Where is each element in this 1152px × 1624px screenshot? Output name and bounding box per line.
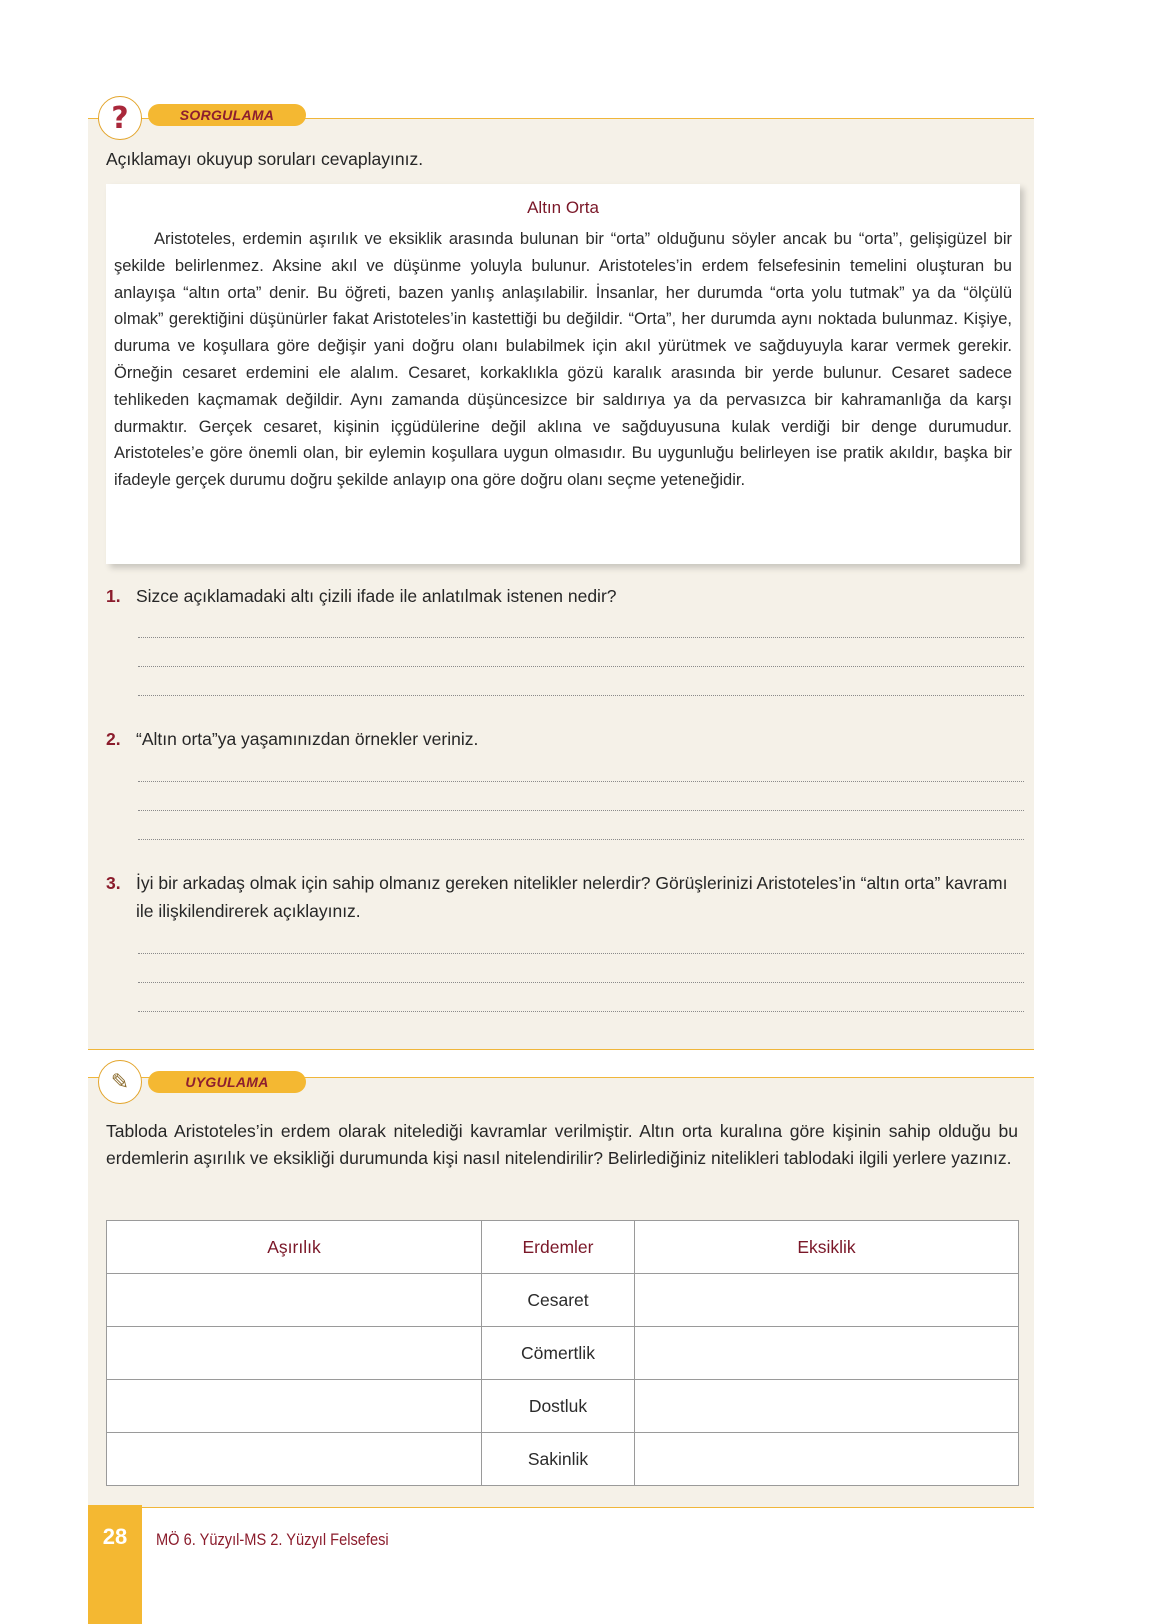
answer-line[interactable]: [138, 1011, 1024, 1012]
reading-title: Altın Orta: [527, 198, 599, 217]
uygulama-label: UYGULAMA: [148, 1071, 306, 1093]
question-text: Sizce açıklamadaki altı çizili ifade ile anlatılmak istenen nedir?: [136, 586, 617, 606]
question-text: İyi bir arkadaş olmak için sahip olmanız gereken nitelikler nelerdir? Görüşlerinizi Aristoteles’in “altın orta” kavramı ile ilişkilendirerek açıklayınız.: [136, 873, 1008, 921]
deficiency-cell[interactable]: [635, 1274, 1019, 1327]
answer-line[interactable]: [138, 637, 1024, 638]
question-text: “Altın orta”ya yaşamınızdan örnekler veriniz.: [136, 729, 479, 749]
footer-title: MÖ 6. Yüzyıl-MS 2. Yüzyıl Felsefesi: [156, 1530, 389, 1549]
answer-line[interactable]: [138, 953, 1024, 954]
deficiency-cell[interactable]: [635, 1433, 1019, 1486]
answer-line[interactable]: [138, 839, 1024, 840]
table-row: [107, 1327, 1019, 1380]
table-row: [107, 1274, 1019, 1327]
reading-box: [106, 184, 1020, 564]
virtue-cell: Cömertlik: [482, 1327, 635, 1380]
question-number: 2.: [106, 729, 121, 749]
excess-cell[interactable]: [107, 1380, 482, 1433]
notepad-pencil-icon: ✎: [98, 1060, 142, 1104]
virtue-cell: Dostluk: [482, 1380, 635, 1433]
excess-cell[interactable]: [107, 1274, 482, 1327]
sorgulama-label: SORGULAMA: [148, 104, 306, 126]
column-header-virtues: Erdemler: [482, 1221, 635, 1274]
answer-line[interactable]: [138, 982, 1024, 983]
excess-cell[interactable]: [107, 1327, 482, 1380]
reading-body: Aristoteles, erdemin aşırılık ve eksiklik arasında bulunan bir “orta” olduğunu söyler ancak bu “orta”, gelişigüzel bir şekilde belirlenmez. Aksine akıl ve düşünme yoluyla bulunur. Aristoteles’in erdem felsefesinin temelini oluşturan bu anlayışa “altın orta” denir. Bu öğreti, bazen yanlış anlaşılabilir. İnsanlar, her durumda “orta yolu tutmak” ya da “ölçülü olmak” gerektiğini düşünürler fakat Aristoteles’in kastettiği bu değildir. “Orta”, her durumda aynı noktada bulunmaz. Kişiye, duruma ve koşullara göre değişir yani doğru olanı bulabilmek için akıl yürütmek ve sağduyuyla karar vermek gerekir. Örneğin cesaret erdemini ele alalım. Cesaret, korkaklıkla gözü karalık arasında bir yerde bulunur. Cesaret sadece tehlikeden kaçmamak değildir. Aynı zamanda düşüncesizce bir saldırıya ya da pervasızca bir kahramanlığa da karşı durmaktır. Gerçek cesaret, kişinin içgüdülerine değil aklına ve sağduyusuna kulak verdiği bir denge durumudur. Aristoteles’e göre önemli olan, bir eylemin koşullara uygun olmasıdır. Bu uygunluğu belirleyen ise pratik akıldır, başka bir ifadeyle gerçek durumu doğru şekilde anlayıp ona göre doğru olanı seçme yeteneğidir.: [114, 230, 1012, 490]
footer-accent-bar: [88, 1505, 142, 1624]
deficiency-cell[interactable]: [635, 1380, 1019, 1433]
column-header-deficiency: Eksiklik: [635, 1221, 1019, 1274]
question-mark-icon: ?: [98, 96, 142, 140]
deficiency-cell[interactable]: [635, 1327, 1019, 1380]
virtue-cell: Cesaret: [482, 1274, 635, 1327]
virtue-table: [106, 1220, 1019, 1486]
uygulama-instruction: Tabloda Aristoteles’in erdem olarak nitelediği kavramlar verilmiştir. Altın orta kuralına göre kişinin sahip olduğu bu erdemlerin aşırılık ve eksikliği durumunda kişi nasıl nitelendirilir? Belirlediğiniz nitelikleri tablodaki ilgili yerlere yazınız.: [106, 1121, 1018, 1168]
answer-line[interactable]: [138, 810, 1024, 811]
virtue-cell: Sakinlik: [482, 1433, 635, 1486]
column-header-excess: Aşırılık: [107, 1221, 482, 1274]
page-number: 28: [102, 1524, 128, 1549]
excess-cell[interactable]: [107, 1433, 482, 1486]
answer-line[interactable]: [138, 781, 1024, 782]
table-row: [107, 1380, 1019, 1433]
sorgulama-instruction: Açıklamayı okuyup soruları cevaplayınız.: [106, 149, 424, 169]
question-number: 3.: [106, 873, 121, 893]
table-header-row: [107, 1221, 1019, 1274]
answer-line[interactable]: [138, 666, 1024, 667]
question-number: 1.: [106, 586, 121, 606]
answer-line[interactable]: [138, 695, 1024, 696]
table-row: [107, 1433, 1019, 1486]
